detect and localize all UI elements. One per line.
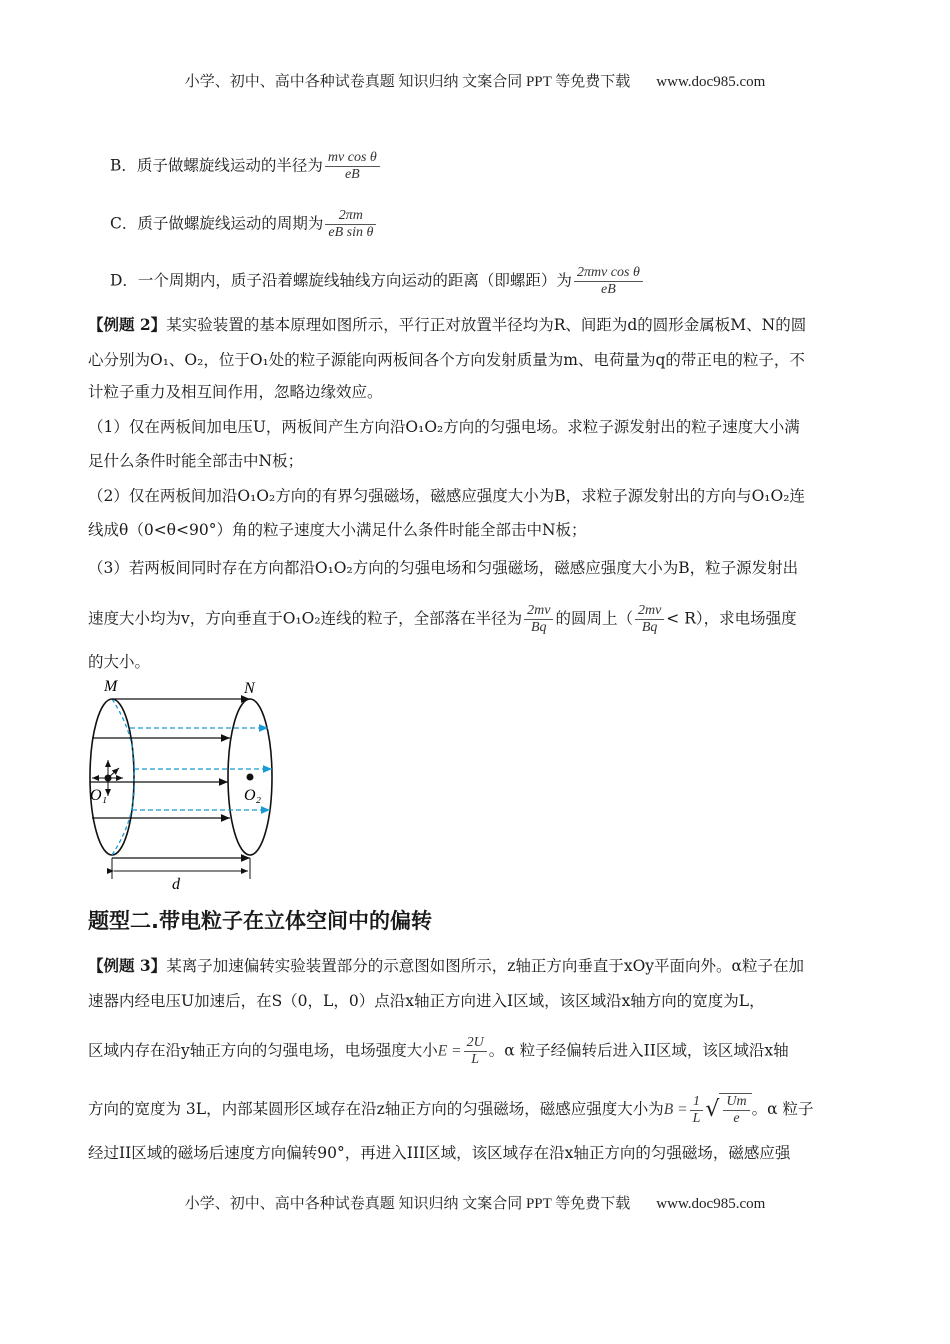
example2-line3: 计粒子重力及相互间作用，忽略边缘效应。 [88,383,383,401]
example2-line1 [88,314,878,336]
example3-tag: 【例题 3】 [88,956,167,975]
option-b [110,150,900,183]
option-b-formula: $\frac{\text{mv cos θ}}{eB}$ [325,150,380,183]
example3-line3 [88,1035,878,1068]
question-2-line1: （2）仅在两板间加沿O₁O₂方向的有界匀强磁场，磁感应强度大小为B，求粒子源发射出的方向与O₁O₂连 [88,487,805,505]
option-c-formula: $\frac{2\pi m}{\text{eB sin θ}}$ [325,208,376,241]
svg-text:O₂: O₂ [244,787,262,804]
footer-url[interactable]: www.doc985.com [656,1196,766,1212]
q3-text-pre: 速度大小均为v，方向垂直于O₁O₂连线的粒子，全部落在半径为 [88,609,523,628]
option-c-label: C．质子做螺旋线运动的周期为 [110,214,324,233]
example2-tag: 【例题 2】 [88,315,167,334]
example2-line2: 心分别为O₁、O₂，位于O₁处的粒子源能向两板间各个方向发射质量为m、电荷量为q的带正电的粒子，不 [88,351,805,369]
q3-text-mid: 的圆周上（ [555,609,633,628]
line4-post: 。α 粒子 [751,1100,814,1118]
option-d-label: D．一个周期内，质子沿着螺旋线轴线方向运动的距离（即螺距）为 [110,271,572,290]
e-symbol: E = [437,1042,462,1060]
page-header [0,70,950,91]
question-3-line2 [88,603,878,636]
plate-m [90,699,134,855]
header-url[interactable]: www.doc985.com [656,74,766,90]
line3-pre: 区域内存在沿y轴正方向的匀强电场，电场强度大小 [88,1041,438,1060]
option-c [110,208,900,241]
svg-text:O₁: O₁ [90,787,108,804]
line3-post: 。α 粒子经偏转后进入II区域，该区域沿x轴 [488,1041,789,1060]
example2-text: 某实验装置的基本原理如图所示，平行正对放置半径均为R、间距为d的圆形金属板M、N的圆 [166,316,807,334]
example3-text: 某离子加速偏转实验装置部分的示意图如图所示，z轴正方向垂直于xOy平面向外。α粒子在加 [166,957,805,975]
sqrt-formula: $\frac{Um}{e}$ [723,1094,749,1127]
b-field-formula: $\frac{1}{L}$ [690,1094,704,1127]
page-footer [0,1192,950,1213]
example3-line1 [88,955,878,977]
example3-line5: 经过II区域的磁场后速度方向偏转90°，再进入III区域，该区域存在沿x轴正方向的匀强磁场，磁感应强 [88,1144,791,1162]
option-d [110,265,900,298]
section-title: 题型二.带电粒子在立体空间中的偏转 [88,909,432,933]
q3-text-post: < R），求电场强度 [666,609,797,628]
example3-line4: 方向的宽度为 3L，内部某圆形区域存在沿z轴正方向的匀强磁场，磁感应强度大小为B = $\frac{1}{L}$ √ $\frac{Um}{e}$ 。α 粒子 [88,1093,814,1126]
option-d-formula: $\frac{\text{2πmv cos θ}}{eB}$ [574,265,643,298]
svg-text:d: d [172,876,180,892]
footer-text: 小学、初中、高中各种试卷真题 知识归纳 文案合同 PPT 等免费下载 [184,1196,631,1212]
question-1-line1: （1）仅在两板间加电压U，两板间产生方向沿O₁O₂方向的匀强电场。求粒子源发射出的粒子速度大小满 [88,418,800,436]
line4-pre: 方向的宽度为 3L，内部某圆形区域存在沿z轴正方向的匀强磁场，磁感应强度大小为 [88,1100,664,1118]
question-3-line1: （3）若两板间同时存在方向都沿O₁O₂方向的匀强电场和匀强磁场，磁感应强度大小为B，粒子源发射出 [88,559,799,577]
example3-line2: 速器内经电压U加速后，在S（0，L，0）点沿x轴正方向进入I区域，该区域沿x轴方向的宽度为L， [88,992,765,1010]
svg-text:N: N [244,680,255,697]
question-3-line3: 的大小。 [88,653,151,671]
condition-formula: $\frac{2mv}{Bq}$ [635,603,664,636]
radius-formula: $\frac{2mv}{Bq}$ [524,603,553,636]
e-field-formula: $\frac{2U}{L}$ [464,1035,487,1068]
svg-text:M: M [104,678,118,695]
question-1-line2: 足什么条件时能全部击中N板； [88,452,304,470]
option-b-label: B．质子做螺旋线运动的半径为 [110,156,323,175]
question-2-line2: 线成θ（0<θ<90°）角的粒子速度大小满足什么条件时能全部击中N板； [88,521,587,539]
cylinder-diagram [82,677,297,892]
header-text: 小学、初中、高中各种试卷真题 知识归纳 文案合同 PPT 等免费下载 [184,74,631,90]
b-symbol: B = [663,1101,688,1118]
